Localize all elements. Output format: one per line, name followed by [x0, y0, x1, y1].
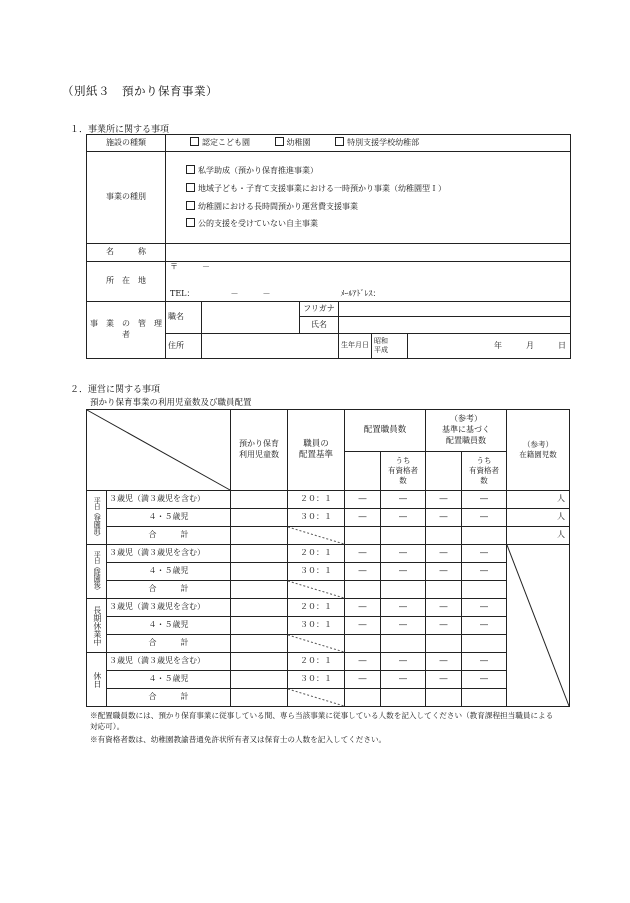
business-type-label: 事業の種別 — [87, 152, 166, 244]
dash-cell: ― — [426, 599, 462, 617]
qualified-header: うち 有資格者 数 — [381, 452, 426, 491]
ratio-cell: ３０：１ — [288, 671, 345, 689]
business-option-3[interactable]: 幼稚園における長時間預かり運営費支援事業 — [186, 201, 570, 213]
enrolled-header: （参考） 在籍園児数 — [507, 410, 570, 491]
facility-table — [86, 134, 571, 359]
furigana-label: フリガナ — [300, 302, 339, 317]
era-options[interactable]: 昭和 平成 — [372, 334, 408, 359]
children-cell[interactable] — [231, 545, 288, 563]
ratio-blank-cell — [288, 635, 345, 653]
dash-cell: ― — [462, 563, 507, 581]
birth-label: 生年月日 — [339, 334, 372, 359]
dash-cell: ― — [462, 599, 507, 617]
dash-cell: ― — [426, 671, 462, 689]
row-label: ４・５歳児 — [107, 563, 231, 581]
row-label-total: 合 計 — [107, 689, 231, 707]
dash-cell: ― — [462, 509, 507, 527]
dash-cell: ― — [426, 563, 462, 581]
checkbox-icon[interactable] — [186, 183, 195, 192]
dash-cell: ― — [426, 617, 462, 635]
checkbox-icon[interactable] — [186, 165, 195, 174]
ratio-cell: ２０：１ — [288, 599, 345, 617]
dash-cell: ― — [345, 671, 381, 689]
children-cell[interactable] — [231, 563, 288, 581]
dash-cell: ― — [381, 491, 426, 509]
diagonal-line — [87, 410, 230, 490]
ref-staff-header: （参考） 基準に基づく 配置職員数 — [426, 410, 507, 452]
ratio-cell: ２０：１ — [288, 491, 345, 509]
enrolled-cell[interactable]: 人 — [507, 527, 570, 545]
checkbox-icon[interactable] — [335, 137, 344, 146]
dash-cell: ― — [426, 509, 462, 527]
facility-option-special[interactable]: 特別支援学校幼稚部 — [335, 137, 419, 149]
footnote-2: ※有資格者数は、幼稚園教諭普通免許状所有者又は保育士の人数を記入してください。 — [90, 735, 387, 744]
document-title: （別紙３ 預かり保育事業） — [62, 84, 218, 98]
person-name-label: 氏名 — [300, 317, 339, 334]
dash-cell: ― — [426, 491, 462, 509]
dash-cell: ― — [462, 545, 507, 563]
business-option-4[interactable]: 公的支援を受けていない自主事業 — [186, 218, 570, 230]
dash-cell: ― — [462, 617, 507, 635]
dash-cell: ― — [345, 563, 381, 581]
dash-cell: ― — [381, 671, 426, 689]
residence-field[interactable] — [202, 334, 339, 359]
dash-cell: ― — [381, 563, 426, 581]
header-diagonal-cell — [87, 410, 231, 491]
checkbox-icon[interactable] — [190, 137, 199, 146]
dash-cell: ― — [426, 653, 462, 671]
furigana-field[interactable] — [339, 302, 571, 317]
date-field[interactable]: 年 月 日 — [408, 334, 571, 359]
checkbox-icon[interactable] — [275, 137, 284, 146]
staff-cell[interactable] — [462, 581, 507, 599]
row-label-total: 合 計 — [107, 581, 231, 599]
children-total-cell[interactable] — [231, 689, 288, 707]
name-field[interactable] — [166, 244, 571, 262]
staff-header: 配置職員数 — [345, 410, 426, 452]
business-type-options — [166, 152, 571, 244]
children-header: 預かり保育 利用児童数 — [231, 410, 288, 491]
standard-header: 職員の 配置基準 — [288, 410, 345, 491]
email-field[interactable]: ﾒｰﾙｱﾄﾞﾚｽ： — [339, 288, 571, 302]
facility-type-label: 施設の種類 — [87, 135, 166, 152]
enrolled-cell[interactable]: 人 — [507, 491, 570, 509]
dash-cell: ― — [381, 617, 426, 635]
row-label: ４・５歳児 — [107, 509, 231, 527]
children-cell[interactable] — [231, 491, 288, 509]
facility-type-options — [166, 135, 571, 152]
checkbox-icon[interactable] — [186, 201, 195, 210]
children-total-cell[interactable] — [231, 581, 288, 599]
children-cell[interactable] — [231, 599, 288, 617]
dash-cell: ― — [345, 599, 381, 617]
dash-cell: ― — [462, 671, 507, 689]
staff-cell[interactable] — [462, 635, 507, 653]
dash-cell: ― — [345, 545, 381, 563]
manager-label: 事 業 の 管 理 者 — [87, 302, 166, 359]
staff-cell[interactable] — [426, 581, 462, 599]
enrolled-blank-cell — [507, 545, 570, 707]
dash-cell: ― — [345, 617, 381, 635]
ratio-cell: ２０：１ — [288, 545, 345, 563]
enrolled-cell[interactable]: 人 — [507, 509, 570, 527]
group-label-weekday-before: 平日（登園前） — [87, 491, 107, 545]
facility-option-kodomoen[interactable]: 認定こども園 — [190, 137, 250, 149]
children-cell[interactable] — [231, 509, 288, 527]
dash-cell: ― — [426, 545, 462, 563]
staff-cell[interactable] — [462, 527, 507, 545]
dash-cell: ― — [381, 545, 426, 563]
row-label: ３歳児（満３歳児を含む） — [107, 599, 231, 617]
dash-cell: ― — [345, 491, 381, 509]
staff-cell[interactable] — [381, 527, 426, 545]
person-name-field[interactable] — [339, 317, 571, 334]
dash-cell: ― — [462, 653, 507, 671]
ratio-cell: ３０：１ — [288, 563, 345, 581]
staff-cell[interactable] — [345, 635, 381, 653]
staff-cell[interactable] — [381, 689, 426, 707]
ratio-blank-cell — [288, 581, 345, 599]
staff-cell[interactable] — [381, 635, 426, 653]
footnote-1: ※配置職員数には、預かり保育事業に従事している間、専ら当該事業に従事している人数を記入してください（教育課程担当職員による対応可）。 — [90, 711, 554, 732]
dash-cell: ― — [381, 653, 426, 671]
ratio-cell: ３０：１ — [288, 509, 345, 527]
tel-field[interactable]: TEL： － － — [166, 288, 339, 302]
staff-cell[interactable] — [426, 689, 462, 707]
business-option-2[interactable]: 地域子ども・子育て支援事業における一時預かり事業（幼稚園型Ｉ） — [186, 183, 570, 195]
group-label-long-holiday: 長期休業中 — [87, 599, 107, 653]
checkbox-icon[interactable] — [186, 218, 195, 227]
row-label: ４・５歳児 — [107, 617, 231, 635]
section2-heading: ２．運営に関する事項 — [70, 385, 161, 395]
dash-cell: ― — [462, 491, 507, 509]
children-total-cell[interactable] — [231, 635, 288, 653]
residence-label: 住所 — [166, 334, 202, 359]
children-cell[interactable] — [231, 671, 288, 689]
staff-cell[interactable] — [345, 527, 381, 545]
post-label: 職名 — [166, 302, 202, 334]
row-label: ３歳児（満３歳児を含む） — [107, 653, 231, 671]
row-label-total: 合 計 — [107, 527, 231, 545]
ratio-cell: ３０：１ — [288, 617, 345, 635]
dash-cell: ― — [345, 509, 381, 527]
ratio-cell: ２０：１ — [288, 653, 345, 671]
name-label: 名 称 — [87, 244, 166, 262]
staff-cell[interactable] — [345, 581, 381, 599]
business-option-1[interactable]: 私学助成（預かり保育推進事業） — [186, 165, 570, 177]
group-label-weekday-after: 平日（降園後） — [87, 545, 107, 599]
row-label-total: 合 計 — [107, 635, 231, 653]
group-label-holiday: 休日 — [87, 653, 107, 707]
section1-heading: １．事業所に関する事項 — [70, 125, 170, 135]
children-total-cell[interactable] — [231, 527, 288, 545]
staff-cell[interactable] — [426, 635, 462, 653]
section2-subheading: 預かり保育事業の利用児童数及び職員配置 — [90, 398, 252, 408]
post-field[interactable] — [202, 302, 300, 334]
ratio-blank-cell — [288, 527, 345, 545]
staff-cell[interactable] — [462, 689, 507, 707]
dash-cell: ― — [381, 599, 426, 617]
row-label: ３歳児（満３歳児を含む） — [107, 491, 231, 509]
staff-table — [86, 409, 570, 707]
row-label: ４・５歳児 — [107, 671, 231, 689]
staff-cell[interactable] — [426, 527, 462, 545]
children-cell[interactable] — [231, 617, 288, 635]
address-label: 所 在 地 — [87, 262, 166, 302]
staff-cell[interactable] — [345, 689, 381, 707]
row-label: ３歳児（満３歳児を含む） — [107, 545, 231, 563]
staff-cell[interactable] — [381, 581, 426, 599]
postal-field[interactable]: 〒 － — [166, 262, 571, 288]
dash-cell: ― — [345, 653, 381, 671]
ratio-blank-cell — [288, 689, 345, 707]
children-cell[interactable] — [231, 653, 288, 671]
ref-qualified-header: うち 有資格者 数 — [462, 452, 507, 491]
dash-cell: ― — [381, 509, 426, 527]
facility-option-kindergarten[interactable]: 幼稚園 — [275, 137, 311, 149]
